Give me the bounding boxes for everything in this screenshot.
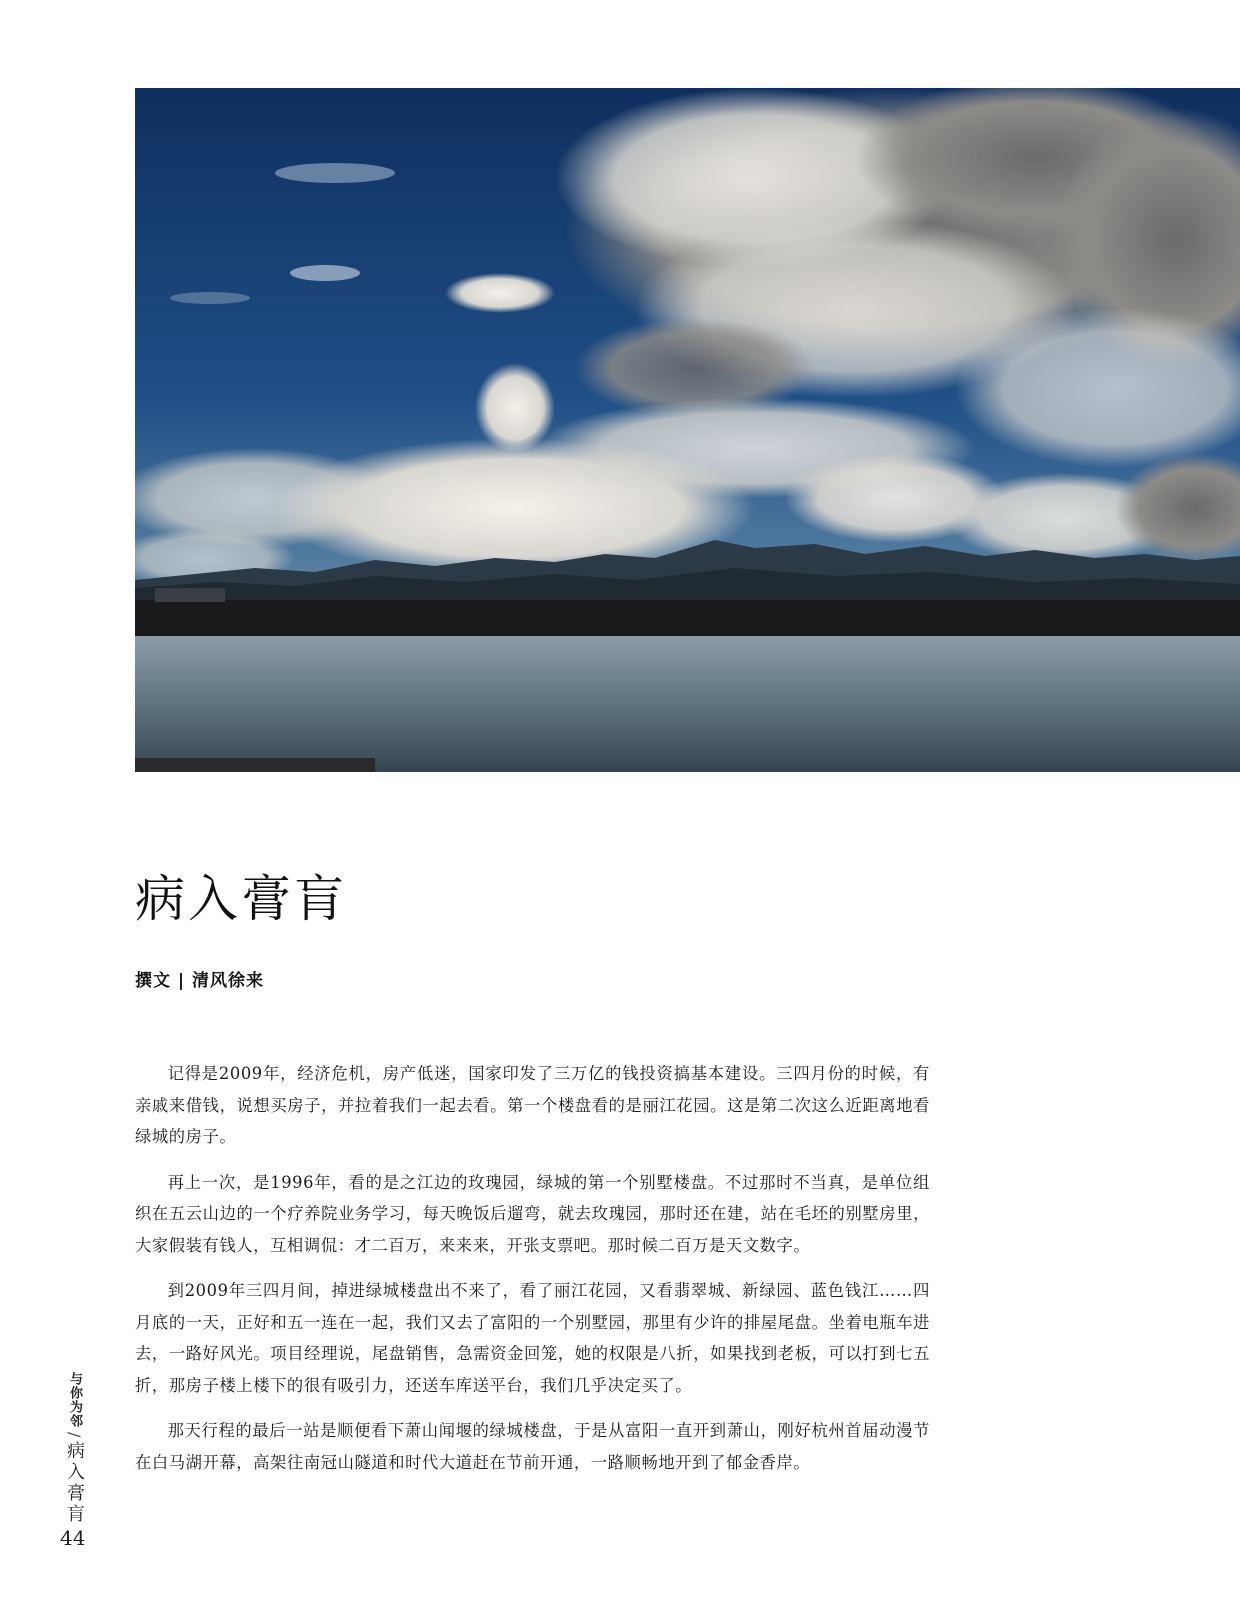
hero-photo [135, 88, 1240, 772]
article-byline: 撰文 | 清风徐来 [135, 971, 265, 991]
running-article-name: 病入膏肓 [64, 1441, 85, 1526]
header-separator: / [65, 1432, 84, 1438]
page-number: 44 [60, 1526, 86, 1550]
landscape-image [135, 88, 1240, 772]
article-paragraph: 记得是2009年，经济危机，房产低迷，国家印发了三万亿的钱投资搞基本建设。三四月份的时候，有亲戚来借钱，说想买房子，并拉着我们一起去看。第一个楼盘看的是丽江花园。这是第二次这么近距离地看绿城的房子。 [135, 1064, 930, 1146]
article-paragraph: 到2009年三四月间，掉进绿城楼盘出不来了，看了丽江花园，又看翡翠城、新绿园、蓝色钱江……四月底的一天，正好和五一连在一起，我们又去了富阳的一个别墅园，那里有少许的排屋尾盘。坐着电瓶车进去，一路好风光。项目经理说，尾盘销售，急需资金回笼，她的权限是八折，如果找到老板，可以打到七五折，那房子楼上楼下的很有吸引力，还送车库送平台，我们几乎决定买了。 [135, 1281, 930, 1395]
running-header [56, 1372, 92, 1525]
article-paragraph: 那天行程的最后一站是顺便看下萧山闻堰的绿城楼盘，于是从富阳一直开到萧山，刚好杭州首届动漫节在白马湖开幕，高架往南冠山隧道和时代大道赶在节前开通，一路顺畅地开到了郁金香岸。 [135, 1421, 930, 1472]
article-paragraph: 再上一次，是1996年，看的是之江边的玫瑰园，绿城的第一个别墅楼盘。不过那时不当真，是单位组织在五云山边的一个疗养院业务学习，每天晚饭后遛弯，就去玫瑰园，那时还在建，站在毛坯的别墅房里，大家假装有钱人，互相调侃：才二百万，来来来，开张支票吧。那时候二百万是天文数字。 [135, 1172, 930, 1255]
article-title: 病入膏肓 [135, 870, 347, 928]
article-body [135, 1058, 930, 1492]
section-name: 与你为邻 [67, 1372, 82, 1428]
